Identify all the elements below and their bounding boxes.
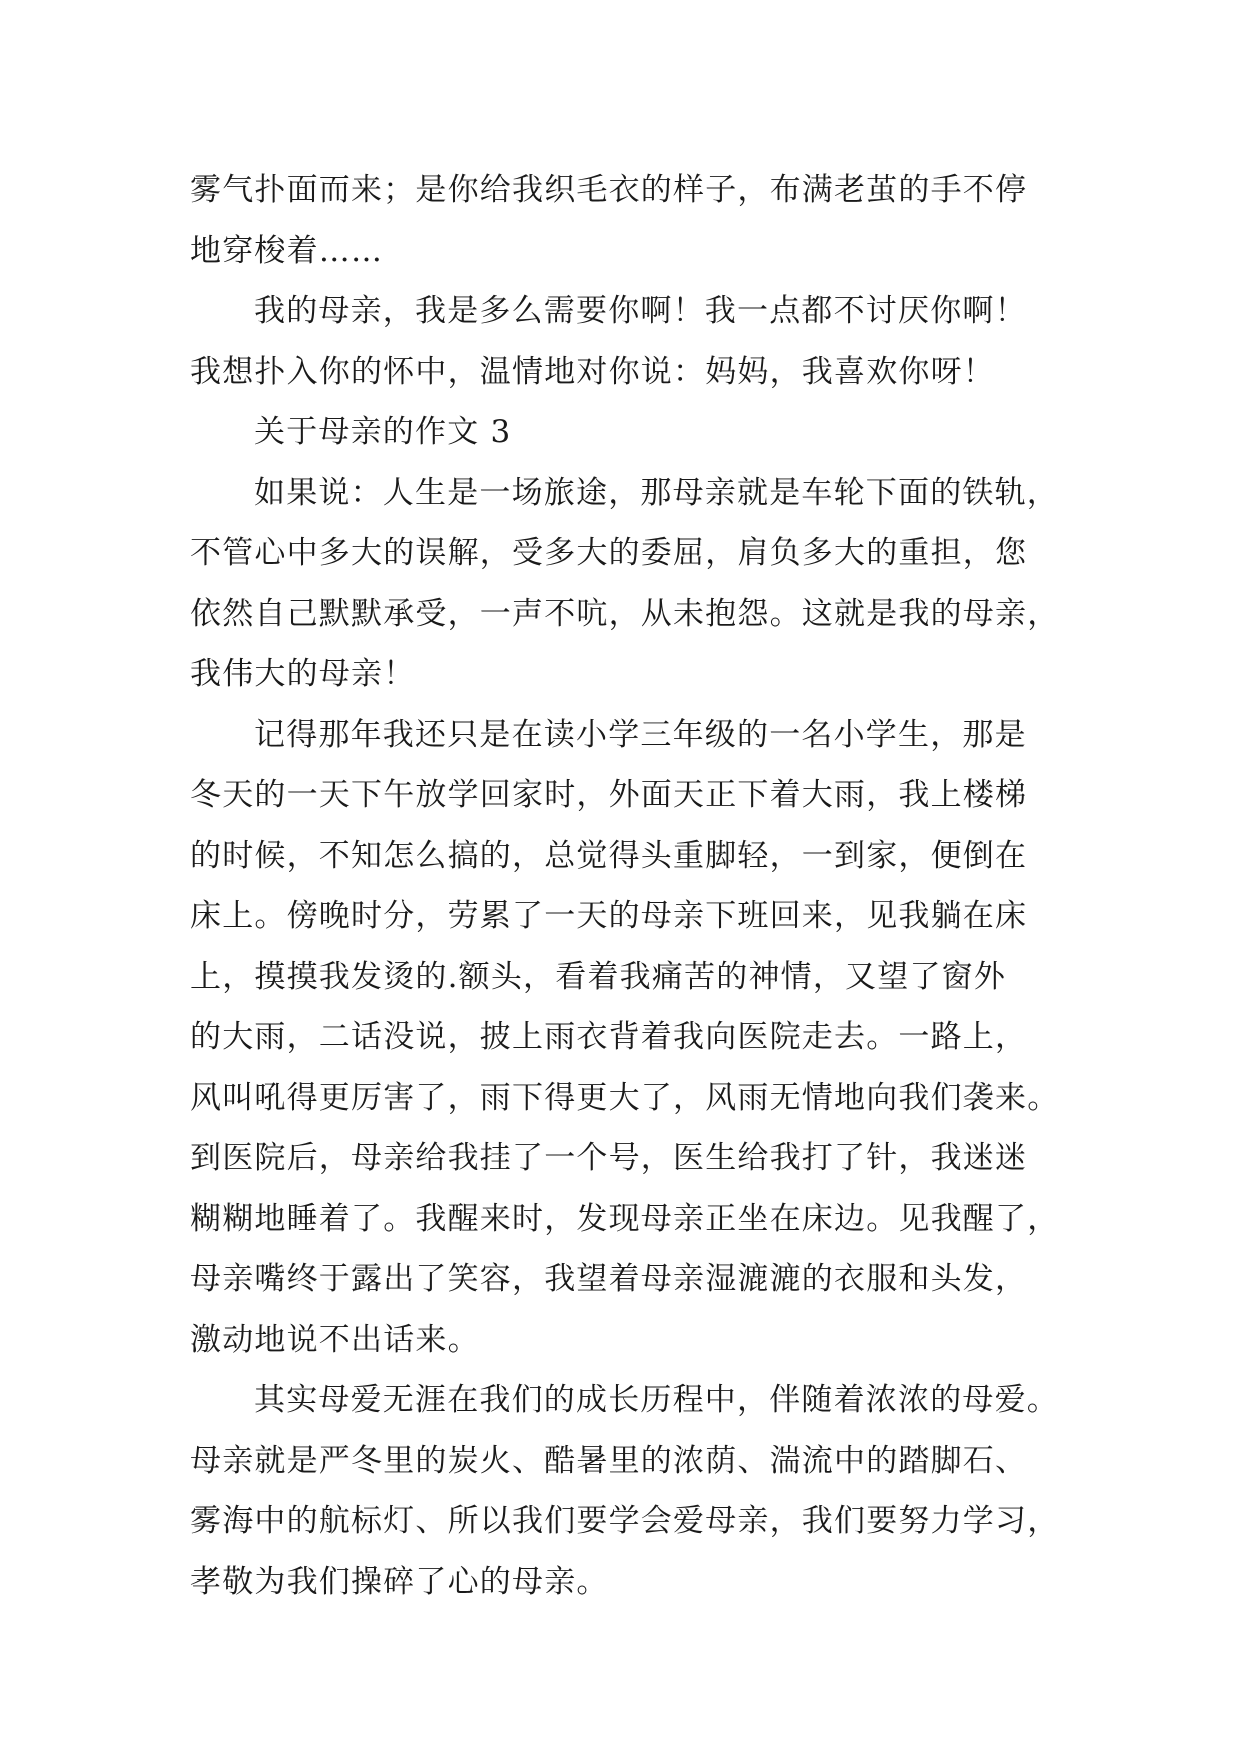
text-line-8: 依然自己默默承受，一声不吭，从未抱怨。这就是我的母亲， xyxy=(190,595,1060,632)
text-line-17: 到医院后，母亲给我挂了一个号，医生给我打了针，我迷迷 xyxy=(190,1140,1028,1176)
text-line-21: 其实母爱无涯在我们的成长历程中，伴随着浓浓的母爱。 xyxy=(254,1382,1059,1418)
text-line-10: 记得那年我还只是在读小学三年级的一名小学生，那是 xyxy=(254,716,1027,753)
text-line-7: 不管心中多大的误解，受多大的委屈，肩负多大的重担，您 xyxy=(190,535,1028,571)
text-line-20: 激动地说不出话来。 xyxy=(190,1321,480,1358)
text-line-11: 冬天的一天下午放学回家时，外面天正下着大雨，我上楼梯 xyxy=(190,777,1028,813)
text-line-3: 我的母亲，我是多么需要你啊！我一点都不讨厌你啊！ xyxy=(254,293,1027,329)
text-line-22: 母亲就是严冬里的炭火、酷暑里的浓荫、湍流中的踏脚石、 xyxy=(190,1442,1028,1479)
text-line-1: 雾气扑面而来；是你给我织毛衣的样子，布满老茧的手不停 xyxy=(190,172,1028,208)
text-line-6: 如果说：人生是一场旅途，那母亲就是车轮下面的铁轨， xyxy=(254,474,1059,511)
text-line-9: 我伟大的母亲！ xyxy=(190,656,416,692)
text-line-2: 地穿梭着…… xyxy=(190,232,384,269)
text-line-19: 母亲嘴终于露出了笑容，我望着母亲湿漉漉的衣服和头发， xyxy=(190,1261,1028,1297)
text-line-4: 我想扑入你的怀中，温情地对你说：妈妈，我喜欢你呀！ xyxy=(190,353,995,390)
section-heading: 关于母亲的作文 3 xyxy=(254,414,512,450)
text-line-18: 糊糊地睡着了。我醒来时，发现母亲正坐在床边。见我醒了， xyxy=(190,1200,1060,1237)
text-line-14: 上，摸摸我发烫的.额头，看着我痛苦的神情，又望了窗外 xyxy=(190,958,1007,995)
text-line-13: 床上。傍晚时分，劳累了一天的母亲下班回来，见我躺在床 xyxy=(190,898,1028,934)
text-line-24: 孝敬为我们操碎了心的母亲。 xyxy=(190,1563,609,1600)
text-line-15: 的大雨，二话没说，披上雨衣背着我向医院走去。一路上， xyxy=(190,1019,1028,1055)
document-body xyxy=(190,160,1070,1612)
text-line-16: 风叫吼得更厉害了，雨下得更大了，风雨无情地向我们袭来。 xyxy=(190,1079,1060,1116)
text-line-23: 雾海中的航标灯、所以我们要学会爱母亲，我们要努力学习， xyxy=(190,1503,1060,1539)
text-line-12: 的时候，不知怎么搞的，总觉得头重脚轻，一到家，便倒在 xyxy=(190,837,1028,874)
